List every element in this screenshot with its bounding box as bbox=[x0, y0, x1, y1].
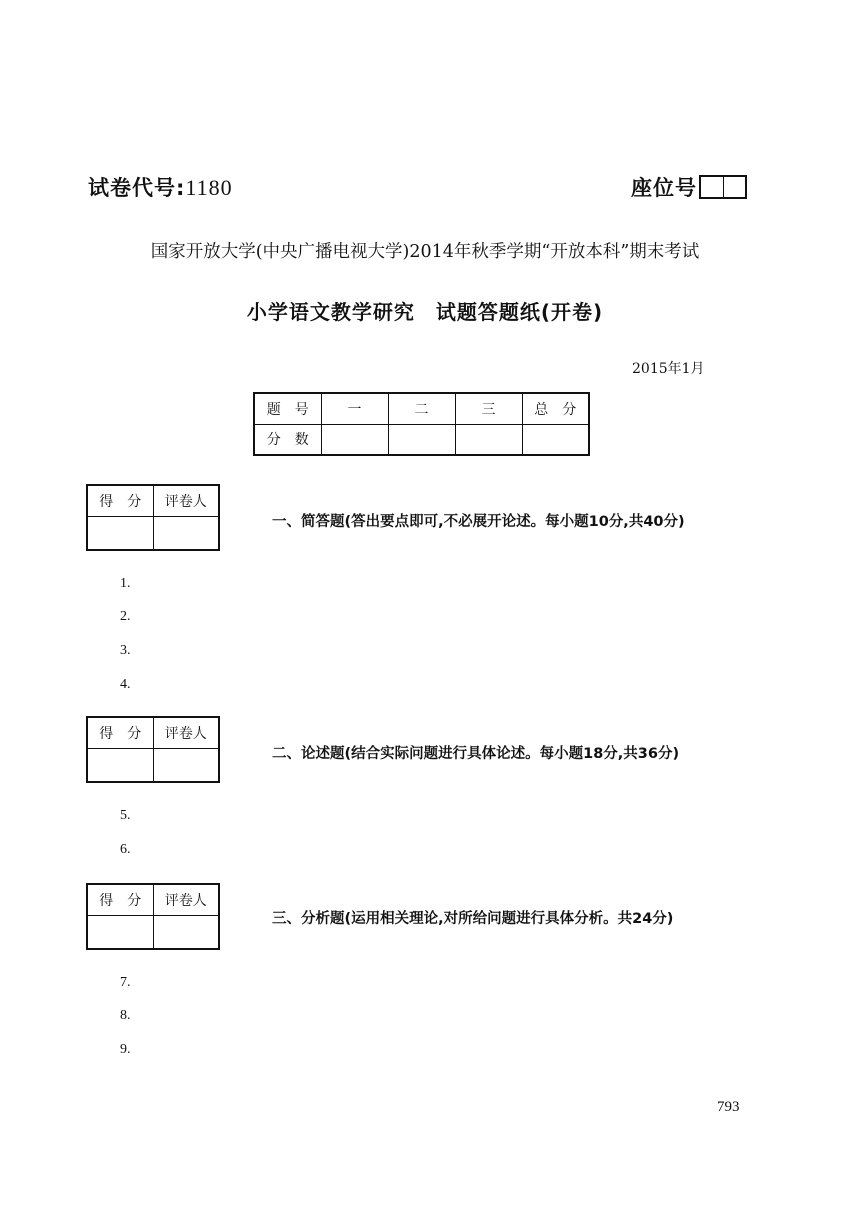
section-heading: 三、分析题(运用相关理论,对所给问题进行具体分析。共24分) bbox=[272, 911, 674, 927]
question-number: 6. bbox=[120, 842, 131, 857]
exam-code bbox=[88, 172, 233, 202]
page-number: 793 bbox=[717, 1099, 740, 1115]
grader-box-score-cell[interactable] bbox=[87, 748, 153, 782]
grader-box-score-label: 得 分 bbox=[87, 485, 153, 516]
score-table-cell: 题 号 bbox=[254, 393, 321, 424]
grader-box-grader-label: 评卷人 bbox=[153, 485, 219, 516]
score-table-cell: 二 bbox=[388, 393, 455, 424]
grader-box bbox=[86, 484, 220, 551]
section-heading: 一、简答题(答出要点即可,不必展开论述。每小题10分,共40分) bbox=[272, 514, 685, 530]
question-number: 1. bbox=[120, 576, 131, 591]
grader-box-score-label: 得 分 bbox=[87, 884, 153, 915]
grader-box bbox=[86, 716, 220, 783]
seat-number bbox=[631, 172, 747, 202]
question-number: 5. bbox=[120, 808, 131, 823]
grader-box-grader-label: 评卷人 bbox=[153, 717, 219, 748]
grader-box-score-cell[interactable] bbox=[87, 915, 153, 949]
score-entry-cell[interactable] bbox=[455, 424, 522, 455]
score-table-cell: 三 bbox=[455, 393, 522, 424]
grader-box-grader-cell[interactable] bbox=[153, 516, 219, 550]
grader-box-score-cell[interactable] bbox=[87, 516, 153, 550]
score-table-cell: 总 分 bbox=[522, 393, 589, 424]
score-entry-cell[interactable] bbox=[522, 424, 589, 455]
score-table-cell: 分 数 bbox=[254, 424, 321, 455]
exam-code-label: 试卷代号: bbox=[88, 176, 186, 200]
grader-box-grader-cell[interactable] bbox=[153, 748, 219, 782]
score-table-score-row bbox=[254, 424, 589, 455]
question-number: 8. bbox=[120, 1008, 131, 1023]
section-heading: 二、论述题(结合实际问题进行具体论述。每小题18分,共36分) bbox=[272, 746, 680, 762]
grader-box bbox=[86, 883, 220, 950]
score-summary-table bbox=[253, 392, 590, 456]
exam-date: 2015年1月 bbox=[632, 361, 705, 377]
grader-box-grader-label: 评卷人 bbox=[153, 884, 219, 915]
question-number: 3. bbox=[120, 643, 131, 658]
question-number: 9. bbox=[120, 1042, 131, 1057]
score-entry-cell[interactable] bbox=[321, 424, 388, 455]
score-entry-cell[interactable] bbox=[388, 424, 455, 455]
exam-header-line: 国家开放大学(中央广播电视大学)2014年秋季学期“开放本科”期末考试 bbox=[150, 242, 700, 262]
exam-code-value: 1180 bbox=[185, 175, 233, 200]
question-number: 7. bbox=[120, 975, 131, 990]
seat-number-box[interactable] bbox=[699, 175, 747, 199]
grader-box-grader-cell[interactable] bbox=[153, 915, 219, 949]
page-title: 小学语文教学研究 试题答题纸(开卷) bbox=[246, 300, 604, 324]
seat-number-label: 座位号 bbox=[631, 176, 697, 200]
question-number: 2. bbox=[120, 609, 131, 624]
score-table-cell: 一 bbox=[321, 393, 388, 424]
score-table-header-row bbox=[254, 393, 589, 424]
grader-box-score-label: 得 分 bbox=[87, 717, 153, 748]
question-number: 4. bbox=[120, 677, 131, 692]
